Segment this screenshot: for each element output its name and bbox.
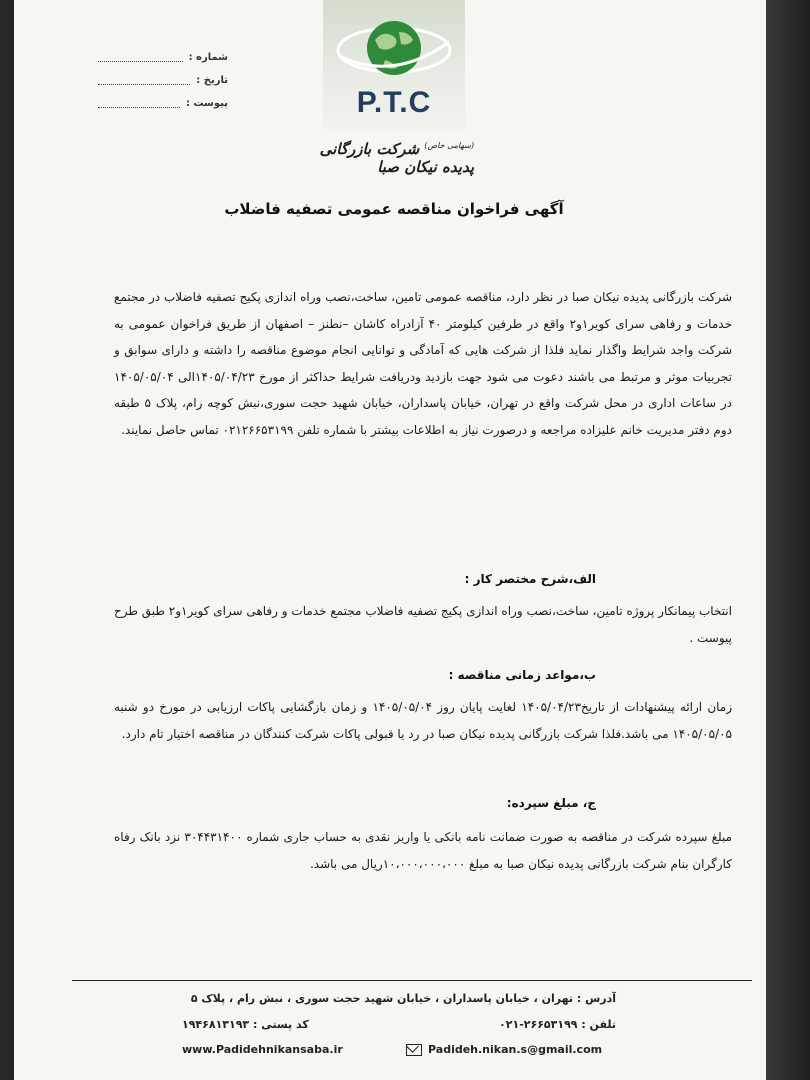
page-title: آگهی فراخوان مناقصه عمومی تصفیه فاضلاب — [224, 200, 564, 218]
section-a-text: انتخاب پیمانکار پروژه تامین، ساخت،نصب وراه اندازی پکیج تصفیه فاضلاب مجتمع خدمات و رفاهی سرای کویر۱و۲ طبق طرح پیوست . — [114, 604, 732, 645]
background-edge — [766, 0, 810, 1080]
footer-phone: تلفن : ۲۶۶۵۳۱۹۹-۰۲۱ — [499, 1018, 616, 1031]
section-c-body — [114, 824, 732, 877]
section-b-text: زمان ارائه پیشنهادات از تاریخ۱۴۰۵/۰۴/۲۳ لغایت پایان روز ۱۴۰۵/۰۵/۰۴ و زمان بازگشایی پاکات ارزیابی در مورخ دو شنبه ۱۴۰۵/۰۵/۰۵ می باشد.فلذا شرکت بازرگانی پدیده نیکان صبا در رد یا قبولی پاکات شرکت کنندگان در مناقصه اختیار تام دارد. — [114, 700, 733, 741]
company-name-text: شرکت بازرگانی پدیده نیکان صبا — [319, 140, 474, 176]
footer-address: آدرس : تهران ، خیابان پاسداران ، خیابان شهید حجت سوری ، نبش رام ، پلاک ۵ — [190, 992, 616, 1005]
meta-date-value — [98, 75, 190, 85]
meta-attachment-label: پیوست : — [185, 98, 228, 109]
globe-logo-icon — [335, 10, 453, 86]
footer-website: www.Padidehnikansaba.ir — [182, 1043, 343, 1056]
footer-email-text: Padideh.nikan.s@gmail.com — [428, 1043, 603, 1056]
meta-date-label: تاریخ : — [196, 75, 228, 86]
section-a-heading: الف،شرح مختصر کار : — [464, 572, 596, 586]
meta-number-value — [98, 52, 183, 62]
company-name — [314, 140, 474, 176]
section-c-heading: ج، مبلغ سپرده: — [506, 796, 596, 810]
footer-email — [406, 1043, 602, 1056]
company-tag: (سهامی خاص) — [424, 141, 474, 150]
footer-postal: کد پستی : ۱۹۴۶۸۱۳۱۹۳ — [182, 1018, 309, 1031]
meta-date — [98, 75, 228, 98]
logo-text: P.T.C — [356, 86, 432, 119]
meta-attachment-value — [98, 98, 180, 108]
meta-number — [98, 52, 228, 75]
intro-paragraph — [114, 284, 732, 443]
envelope-icon — [406, 1044, 422, 1056]
footer-divider — [72, 980, 752, 981]
meta-attachment — [98, 98, 228, 121]
letter-meta — [98, 52, 228, 121]
intro-text: شرکت بازرگانی پدیده نیکان صبا در نظر دارد، مناقصه عمومی تامین، ساخت،نصب وراه اندازی پکیج تصفیه فاضلاب در مجتمع خدمات و رفاهی سرای کویر۱و۲ واقع در طرفین کیلومتر ۴۰ آزادراه کاشان –نطنز – اصفهان از طریق فراخوان عمومی به شرکت واجد شرایط واگذار نماید فلذا از شرکت هایی که آمادگی و توانایی انجام موضوع مناقصه را داشته و دارای سوابق و تجربیات موثر و مرتبط می باشند دعوت می شود جهت بازدید ودریافت شرایط حداکثر از مورخ ۱۴۰۵/۰۴/۲۳الی ۱۴۰۵/۰۵/۰۴ در ساعات اداری در محل شرکت واقع در تهران، خیابان پاسداران، خیابان شهید حجت سوری،نبش کوچه رام، پلاک ۵ طبقه دوم دفتر مدیریت خانم علیزاده مراجعه و درصورت نیاز به اطلاعات بیشتر با شماره تلفن ۰۲۱۲۶۶۵۳۱۹۹ تماس حاصل نمایند. — [114, 290, 733, 437]
section-a-body — [114, 598, 732, 651]
company-logo — [323, 0, 465, 130]
letter-page — [14, 0, 766, 1080]
section-b-heading: ب،مواعد زمانی مناقصه : — [448, 668, 596, 682]
meta-number-label: شماره : — [188, 52, 228, 63]
section-b-body — [114, 694, 732, 747]
section-c-text: مبلغ سپرده شرکت در مناقصه به صورت ضمانت نامه بانکی یا واریز نقدی به حساب جاری شماره ۳۰۴۴۳۱۴۰۰ نزد بانک رفاه کارگران بنام شرکت بازرگانی پدیده نیکان صبا به مبلغ ۱۰،۰۰۰،۰۰۰،۰۰۰ریال می باشد. — [114, 830, 732, 871]
